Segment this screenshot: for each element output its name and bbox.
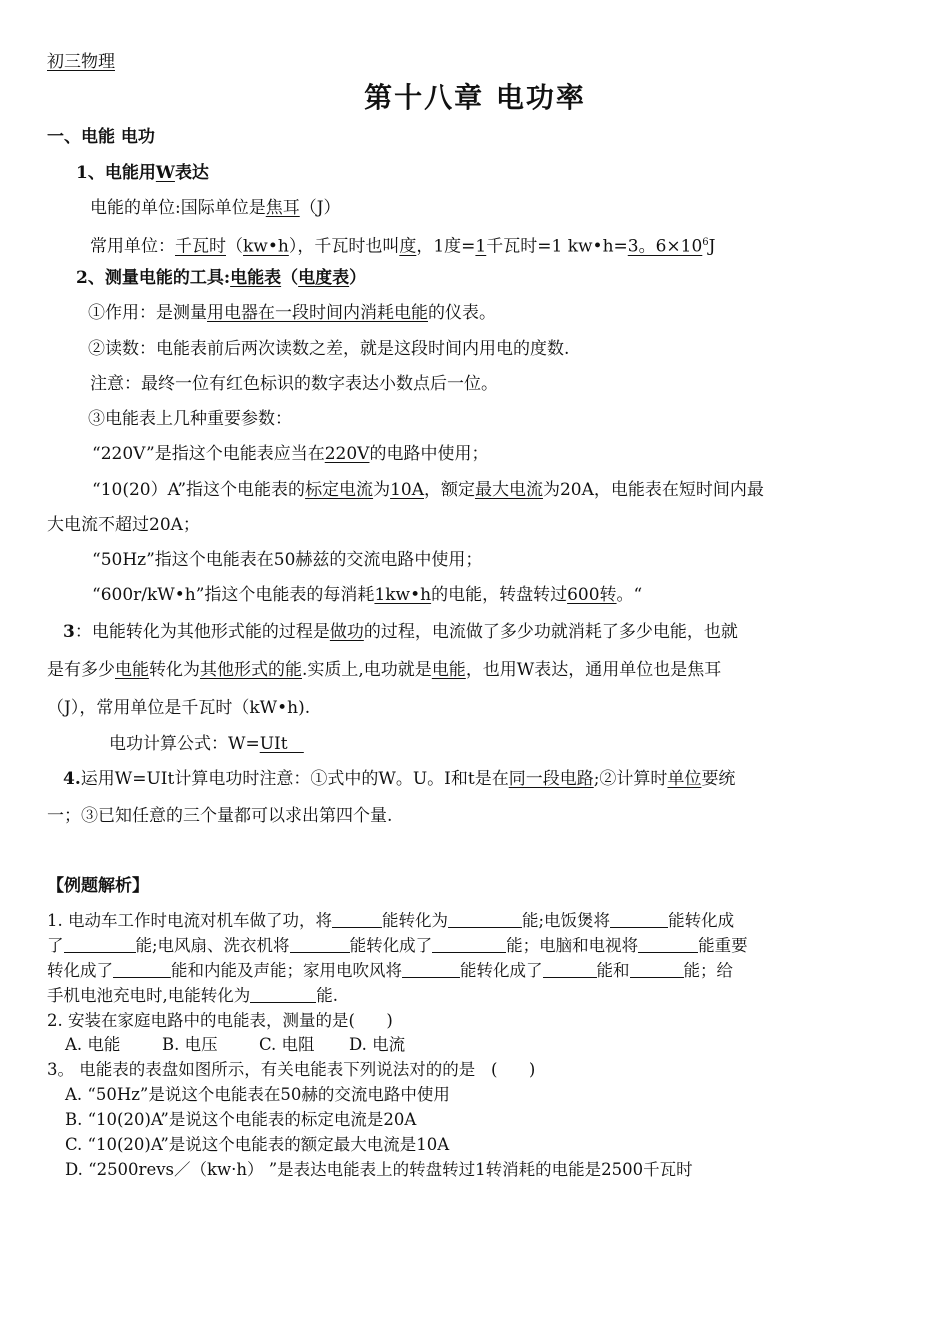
meter-params: ③电能表上几种重要参数： — [88, 409, 292, 429]
q2-option-d[interactable]: D. 电流 — [349, 1035, 406, 1054]
q2-option-b[interactable]: B. 电压 — [162, 1035, 218, 1054]
q2-stem: 2. 安装在家庭电路中的电能表，测量的是( ) — [47, 1011, 393, 1030]
q1-line-2: 了 能;电风扇、洗衣机将 能转化成了 能；电脑和电视将 能重要 — [47, 936, 748, 955]
param-220v: “220V”是指这个电能表应当在220V的电路中使用； — [92, 444, 489, 464]
param-current: “10(20）A”指这个电能表的标定电流为10A，额定最大电流为20A，电能表在短时间内最 — [92, 480, 764, 500]
subject-header: 初三物理 — [47, 52, 115, 72]
work-formula: 电功计算公式：W=UIt — [109, 734, 304, 754]
meter-reading: ②读数：电能表前后两次读数之差，就是这段时间内用电的度数. — [88, 339, 570, 359]
answer-blank[interactable] — [64, 936, 136, 953]
page-title: 第十八章 电功率 — [364, 81, 586, 114]
param-600r: “600r/kW•h”指这个电能表的每消耗1kw•h的电能，转盘转过600转。“ — [92, 585, 643, 605]
answer-blank[interactable] — [113, 961, 171, 978]
answer-blank[interactable] — [448, 911, 522, 928]
answer-blank[interactable] — [543, 961, 597, 978]
answer-blank[interactable] — [250, 986, 316, 1003]
section-heading: 一、电能 电功 — [47, 127, 155, 147]
answer-blank[interactable] — [332, 911, 382, 928]
q3-stem: 3。 电能表的表盘如图所示，有关电能表下列说法对的的是 ( ) — [47, 1060, 536, 1079]
param-50hz: “50Hz”指这个电能表在50赫兹的交流电路中使用； — [92, 550, 483, 570]
answer-blank[interactable] — [290, 936, 350, 953]
item-3-line-1: 3：电能转化为其他形式能的过程是做功的过程，电流做了多少功就消耗了多少电能，也就 — [63, 622, 738, 642]
q3-option-c[interactable]: C. “10(20)A”是说这个电能表的额定最大电流是10A — [65, 1135, 450, 1154]
q2-option-a[interactable]: A. 电能 — [65, 1035, 121, 1054]
item-4-line-1: 4.运用W=UIt计算电功时注意：①式中的W。U。I和t是在同一段电路;②计算时单位要统 — [63, 769, 736, 789]
q3-option-d[interactable]: D. “2500revs／（kw·h） ”是表达电能表上的转盘转过1转消耗的电能是2500千瓦时 — [65, 1160, 693, 1179]
answer-blank[interactable] — [630, 961, 684, 978]
q2-option-c[interactable]: C. 电阻 — [259, 1035, 315, 1054]
item-1-heading: 1、电能用W表达 — [76, 163, 209, 183]
q1-line-4: 手机电池充电时,电能转化为 能. — [47, 986, 338, 1005]
energy-unit-si: 电能的单位:国际单位是焦耳（J） — [90, 198, 341, 218]
q2-options — [65, 1034, 405, 1056]
meter-note: 注意：最终一位有红色标识的数字表达小数点后一位。 — [90, 374, 498, 394]
q1-line-3: 转化成了 能和内能及声能；家用电吹风将 能转化成了 能和 能；给 — [47, 961, 733, 980]
item-3-line-2: 是有多少电能转化为其他形式的能.实质上,电功就是电能，也用W表达，通用单位也是焦耳 — [47, 660, 722, 680]
energy-unit-common: 常用单位：千瓦时（kw•h），千瓦时也叫度，1度=1千瓦时=1 kw•h=3。$6\times 10^6J$ — [90, 236, 716, 257]
answer-blank[interactable] — [610, 911, 668, 928]
item-4-line-2: 一；③已知任意的三个量都可以求出第四个量. — [47, 806, 393, 826]
param-current-cont: 大电流不超过20A； — [47, 515, 200, 535]
answer-blank[interactable] — [402, 961, 460, 978]
q3-option-b[interactable]: B. “10(20)A”是说这个电能表的标定电流是20A — [65, 1110, 417, 1129]
answer-blank[interactable] — [432, 936, 506, 953]
q1-line-1: 1. 电动车工作时电流对机车做了功，将 能转化为 能;电饭煲将 能转化成 — [47, 911, 735, 930]
item-3-line-3: （J），常用单位是千瓦时（kW•h). — [47, 698, 311, 718]
answer-blank[interactable] — [638, 936, 698, 953]
q3-option-a[interactable]: A. “50Hz”是说这个电能表在50赫的交流电路中使用 — [65, 1085, 450, 1104]
meter-use: ①作用：是测量用电器在一段时间内消耗电能的仪表。 — [88, 303, 496, 323]
item-2-heading: 2、测量电能的工具:电能表（电度表） — [76, 268, 367, 288]
examples-heading: 【例题解析】 — [47, 876, 149, 896]
